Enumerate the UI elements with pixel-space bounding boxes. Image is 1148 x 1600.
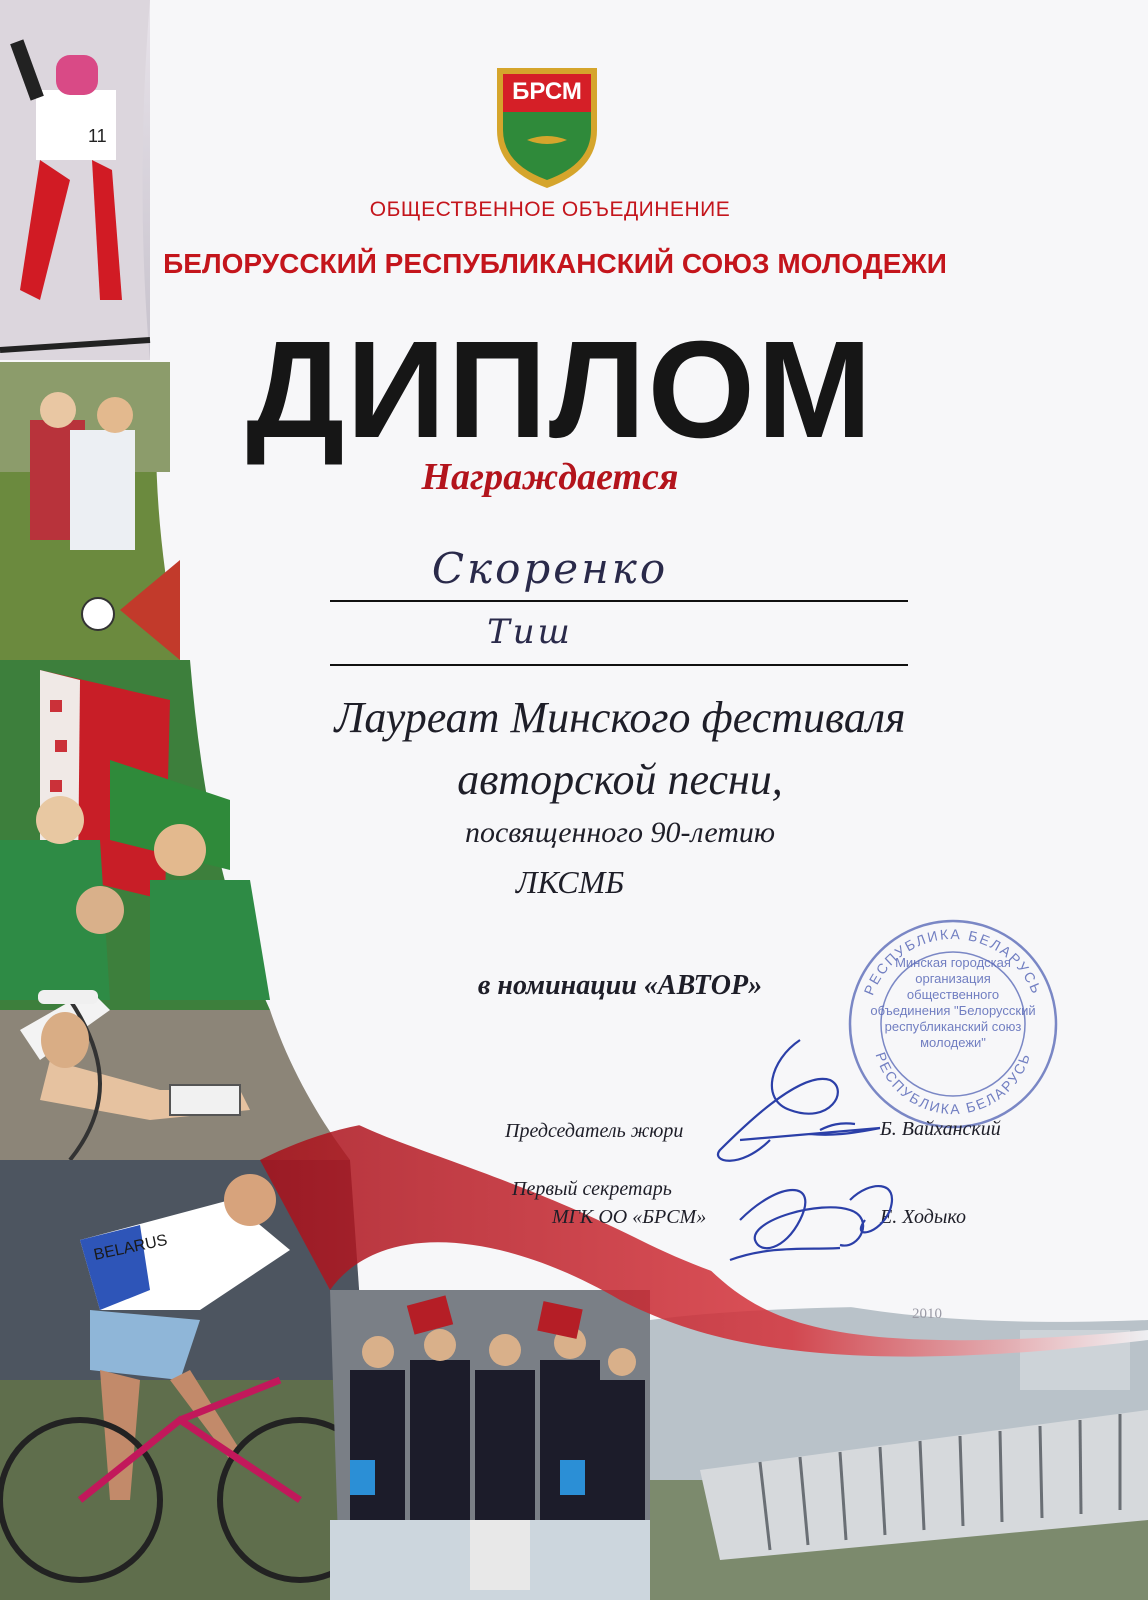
secretary-role-line-1: Первый секретарь bbox=[512, 1178, 672, 1200]
achievement-line-1: Лауреат Минского фестиваля bbox=[334, 693, 906, 742]
hockey-team-photo bbox=[330, 1290, 650, 1600]
nomination: в номинации «АВТОР» bbox=[477, 970, 763, 1001]
achievement-line-3: посвященного 90-летию bbox=[464, 816, 776, 849]
skier-photo bbox=[0, 0, 150, 360]
achievement-line-2: авторской песни, bbox=[457, 755, 783, 804]
football-photo bbox=[0, 362, 180, 660]
recipient-first-name: Тиш bbox=[487, 612, 573, 652]
organization-name: БЕЛОРУССКИЙ РЕСПУБЛИКАНСКИЙ СОЮЗ МОЛОДЕЖИ bbox=[163, 248, 947, 279]
awarded-label: Награждается bbox=[421, 456, 679, 498]
brsm-emblem bbox=[487, 60, 607, 190]
secretary-role-line-2: МГК ОО «БРСМ» bbox=[552, 1206, 707, 1228]
jury-chair-role: Председатель жюри bbox=[505, 1120, 684, 1142]
stamp-ring-top: РЕСПУБЛИКА БЕЛАРУСЬ bbox=[860, 925, 1046, 998]
first-name-line bbox=[330, 664, 908, 666]
svg-text:11: 11 bbox=[88, 126, 107, 146]
organization-type: ОБЩЕСТВЕННОЕ ОБЪЕДИНЕНИЕ bbox=[369, 198, 731, 221]
secretary-name: Е. Ходыко bbox=[880, 1206, 967, 1228]
year: 2010 bbox=[912, 1306, 942, 1322]
jury-chair-signature bbox=[680, 1030, 900, 1180]
stamp-center-text: Минская городская организация общественного объединения "Белорусский республиканский союз молодежи" bbox=[870, 955, 1036, 1050]
stamp-ring-bottom: РЕСПУБЛИКА БЕЛАРУСЬ bbox=[872, 1050, 1034, 1118]
diploma-title: ДИПЛОМ bbox=[246, 313, 874, 467]
jury-chair-name: Б. Вайханский bbox=[880, 1118, 1001, 1140]
surname-line bbox=[330, 600, 908, 602]
svg-text:BELARUS: BELARUS bbox=[92, 1231, 169, 1264]
secretary-signature bbox=[700, 1160, 920, 1280]
achievement-line-4: ЛКСМБ bbox=[515, 864, 625, 900]
emblem-text: БРСМ bbox=[512, 78, 582, 105]
recipient-surname: Скоренко bbox=[431, 544, 669, 593]
